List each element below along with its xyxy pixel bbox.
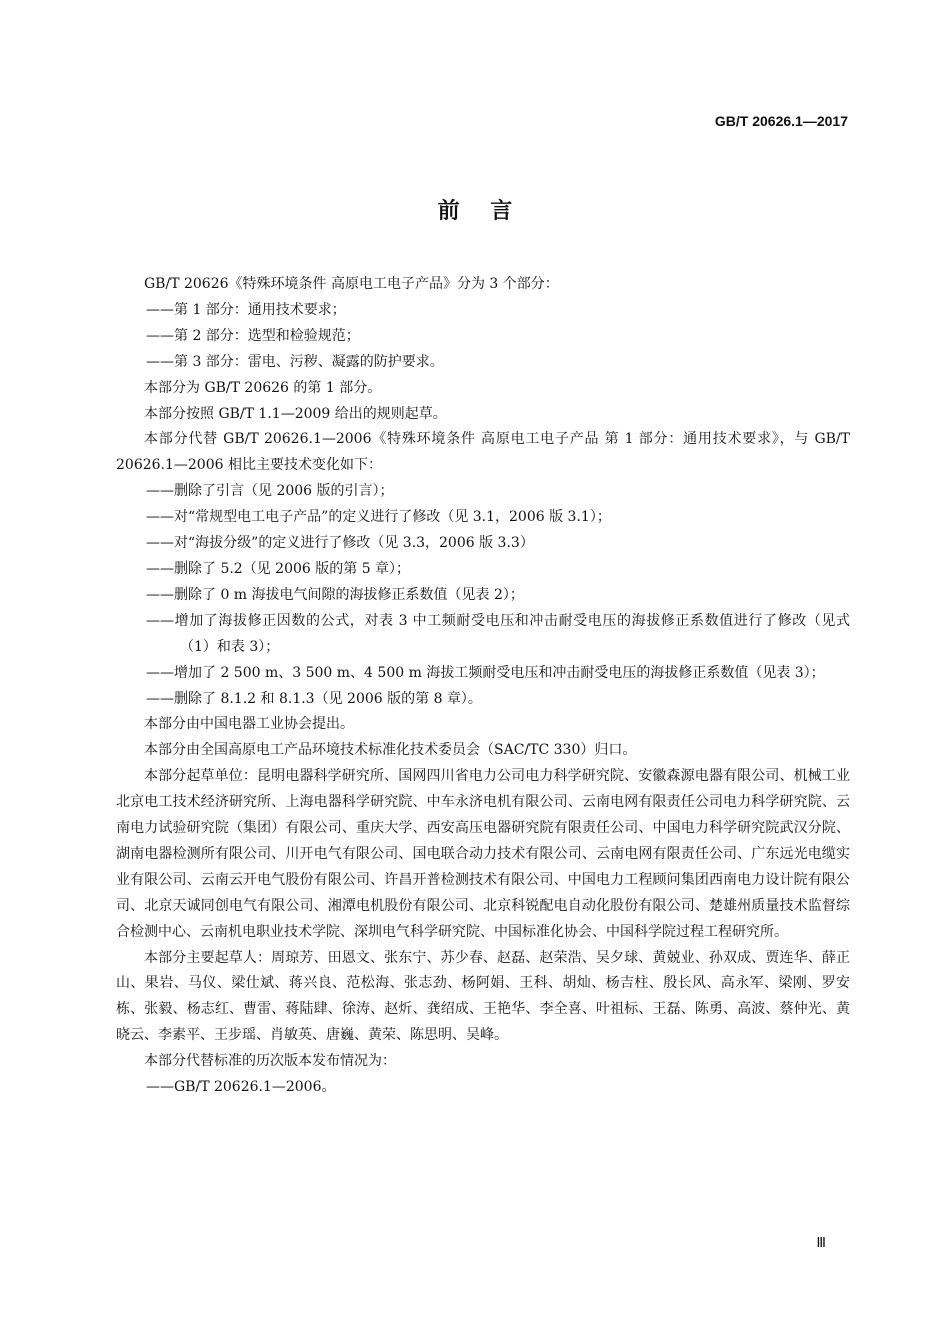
paragraph: 本部分为 GB/T 20626 的第 1 部分。 [144, 379, 382, 396]
paragraph: 本部分由中国电器工业协会提出。 [144, 716, 354, 733]
list-item: ——增加了海拔修正因数的公式，对表 3 中工频耐受电压和冲击耐受电压的海拔修正系数值进行了修改（见式（1）和表 3）； [146, 612, 850, 655]
paragraph: 本部分由全国高原电工产品环境技术标准化技术委员会（SAC/TC 330）归口。 [144, 742, 637, 759]
page-title: 前 言 [437, 199, 513, 224]
paragraph: 本部分代替 GB/T 20626.1—2006《特殊环境条件 高原电工电子产品 第 1 部分：通用技术要求》，与 GB/T 20626.1—2006 相比主要技术变化如下： [116, 431, 850, 474]
list-item: ——删除了 8.1.2 和 8.1.3（见 2006 版的第 8 章）。 [146, 690, 482, 707]
list-item: ——对“常规型电工电子产品”的定义进行了修改（见 3.1，2006 版 3.1）； [146, 509, 611, 526]
list-item: ——GB/T 20626.1—2006。 [146, 1079, 336, 1096]
drafters: 本部分主要起草人：周琼芳、田恩文、张东宁、苏少春、赵磊、赵荣浩、吴夕球、黄兢业、孙双成、贾连华、薛正山、果岩、马仪、梁仕斌、蒋兴良、范松海、张志劲、杨阿娟、王科、胡灿、杨吉柱、殷长风、高永军、梁刚、罗安栋、张毅、杨志红、曹雷、蒋陆肆、徐涛、赵炘、龚绍成、王艳华、李全喜、叶祖标、王磊、陈勇、高波、蔡仲光、黄晓云、李素平、王步瑶、肖敏英、唐巍、黄荣、陈思明、吴峰。 [116, 949, 850, 1044]
list-item: ——第 1 部分：通用技术要求； [146, 301, 346, 318]
paragraph: GB/T 20626《特殊环境条件 高原电工电子产品》分为 3 个部分： [144, 276, 559, 292]
list-item: ——删除了 0 m 海拔电气间隙的海拔修正系数值（见表 2）； [146, 586, 524, 603]
list-item: ——对“海拔分级”的定义进行了修改（见 3.3，2006 版 3.3） [146, 535, 534, 552]
drafting-units: 本部分起草单位：昆明电器科学研究所、国网四川省电力公司电力科学研究院、安徽森源电器有限公司、机械工业北京电工技术经济研究所、上海电器科学研究院、中车永济电机有限公司、云南电网有限责任公司电力科学研究院、云南电力试验研究院（集团）有限公司、重庆大学、西安高压电器研究院有限责任公司、中国电力科学研究院武汉分院、湖南电器检测所有限公司、川开电气有限公司、国电联合动力技术有限公司、云南电网有限责任公司、广东远光电缆实业有限公司、云南云开电气股份有限公司、许昌开普检测技术有限公司、中国电力工程顾问集团西南电力设计院有限公司、北京天诚同创电气有限公司、湘潭电机股份有限公司、北京科锐配电自动化股份有限公司、楚雄州质量技术监督综合检测中心、云南机电职业技术学院、深圳电气科学研究院、中国标准化协会、中国科学院过程工程研究所。 [116, 768, 850, 940]
standard-number: GB/T 20626.1—2017 [714, 113, 848, 129]
page-number: Ⅲ [816, 1236, 826, 1251]
paragraph: 本部分按照 GB/T 1.1—2009 给出的规则起草。 [144, 405, 447, 422]
list-item: ——第 3 部分：雷电、污秽、凝露的防护要求。 [146, 353, 444, 370]
list-item: ——删除了引言（见 2006 版的引言）； [146, 483, 394, 500]
list-item: ——删除了 5.2（见 2006 版的第 5 章）； [146, 560, 411, 577]
paragraph: 本部分代替标准的历次版本发布情况为： [144, 1053, 396, 1070]
foreword-body [116, 272, 850, 1101]
list-item: ——增加了 2 500 m、3 500 m、4 500 m 海拔工频耐受电压和冲击耐受电压的海拔修正系数值（见表 3）； [146, 664, 825, 681]
list-item: ——第 2 部分：选型和检验规范； [146, 327, 360, 344]
